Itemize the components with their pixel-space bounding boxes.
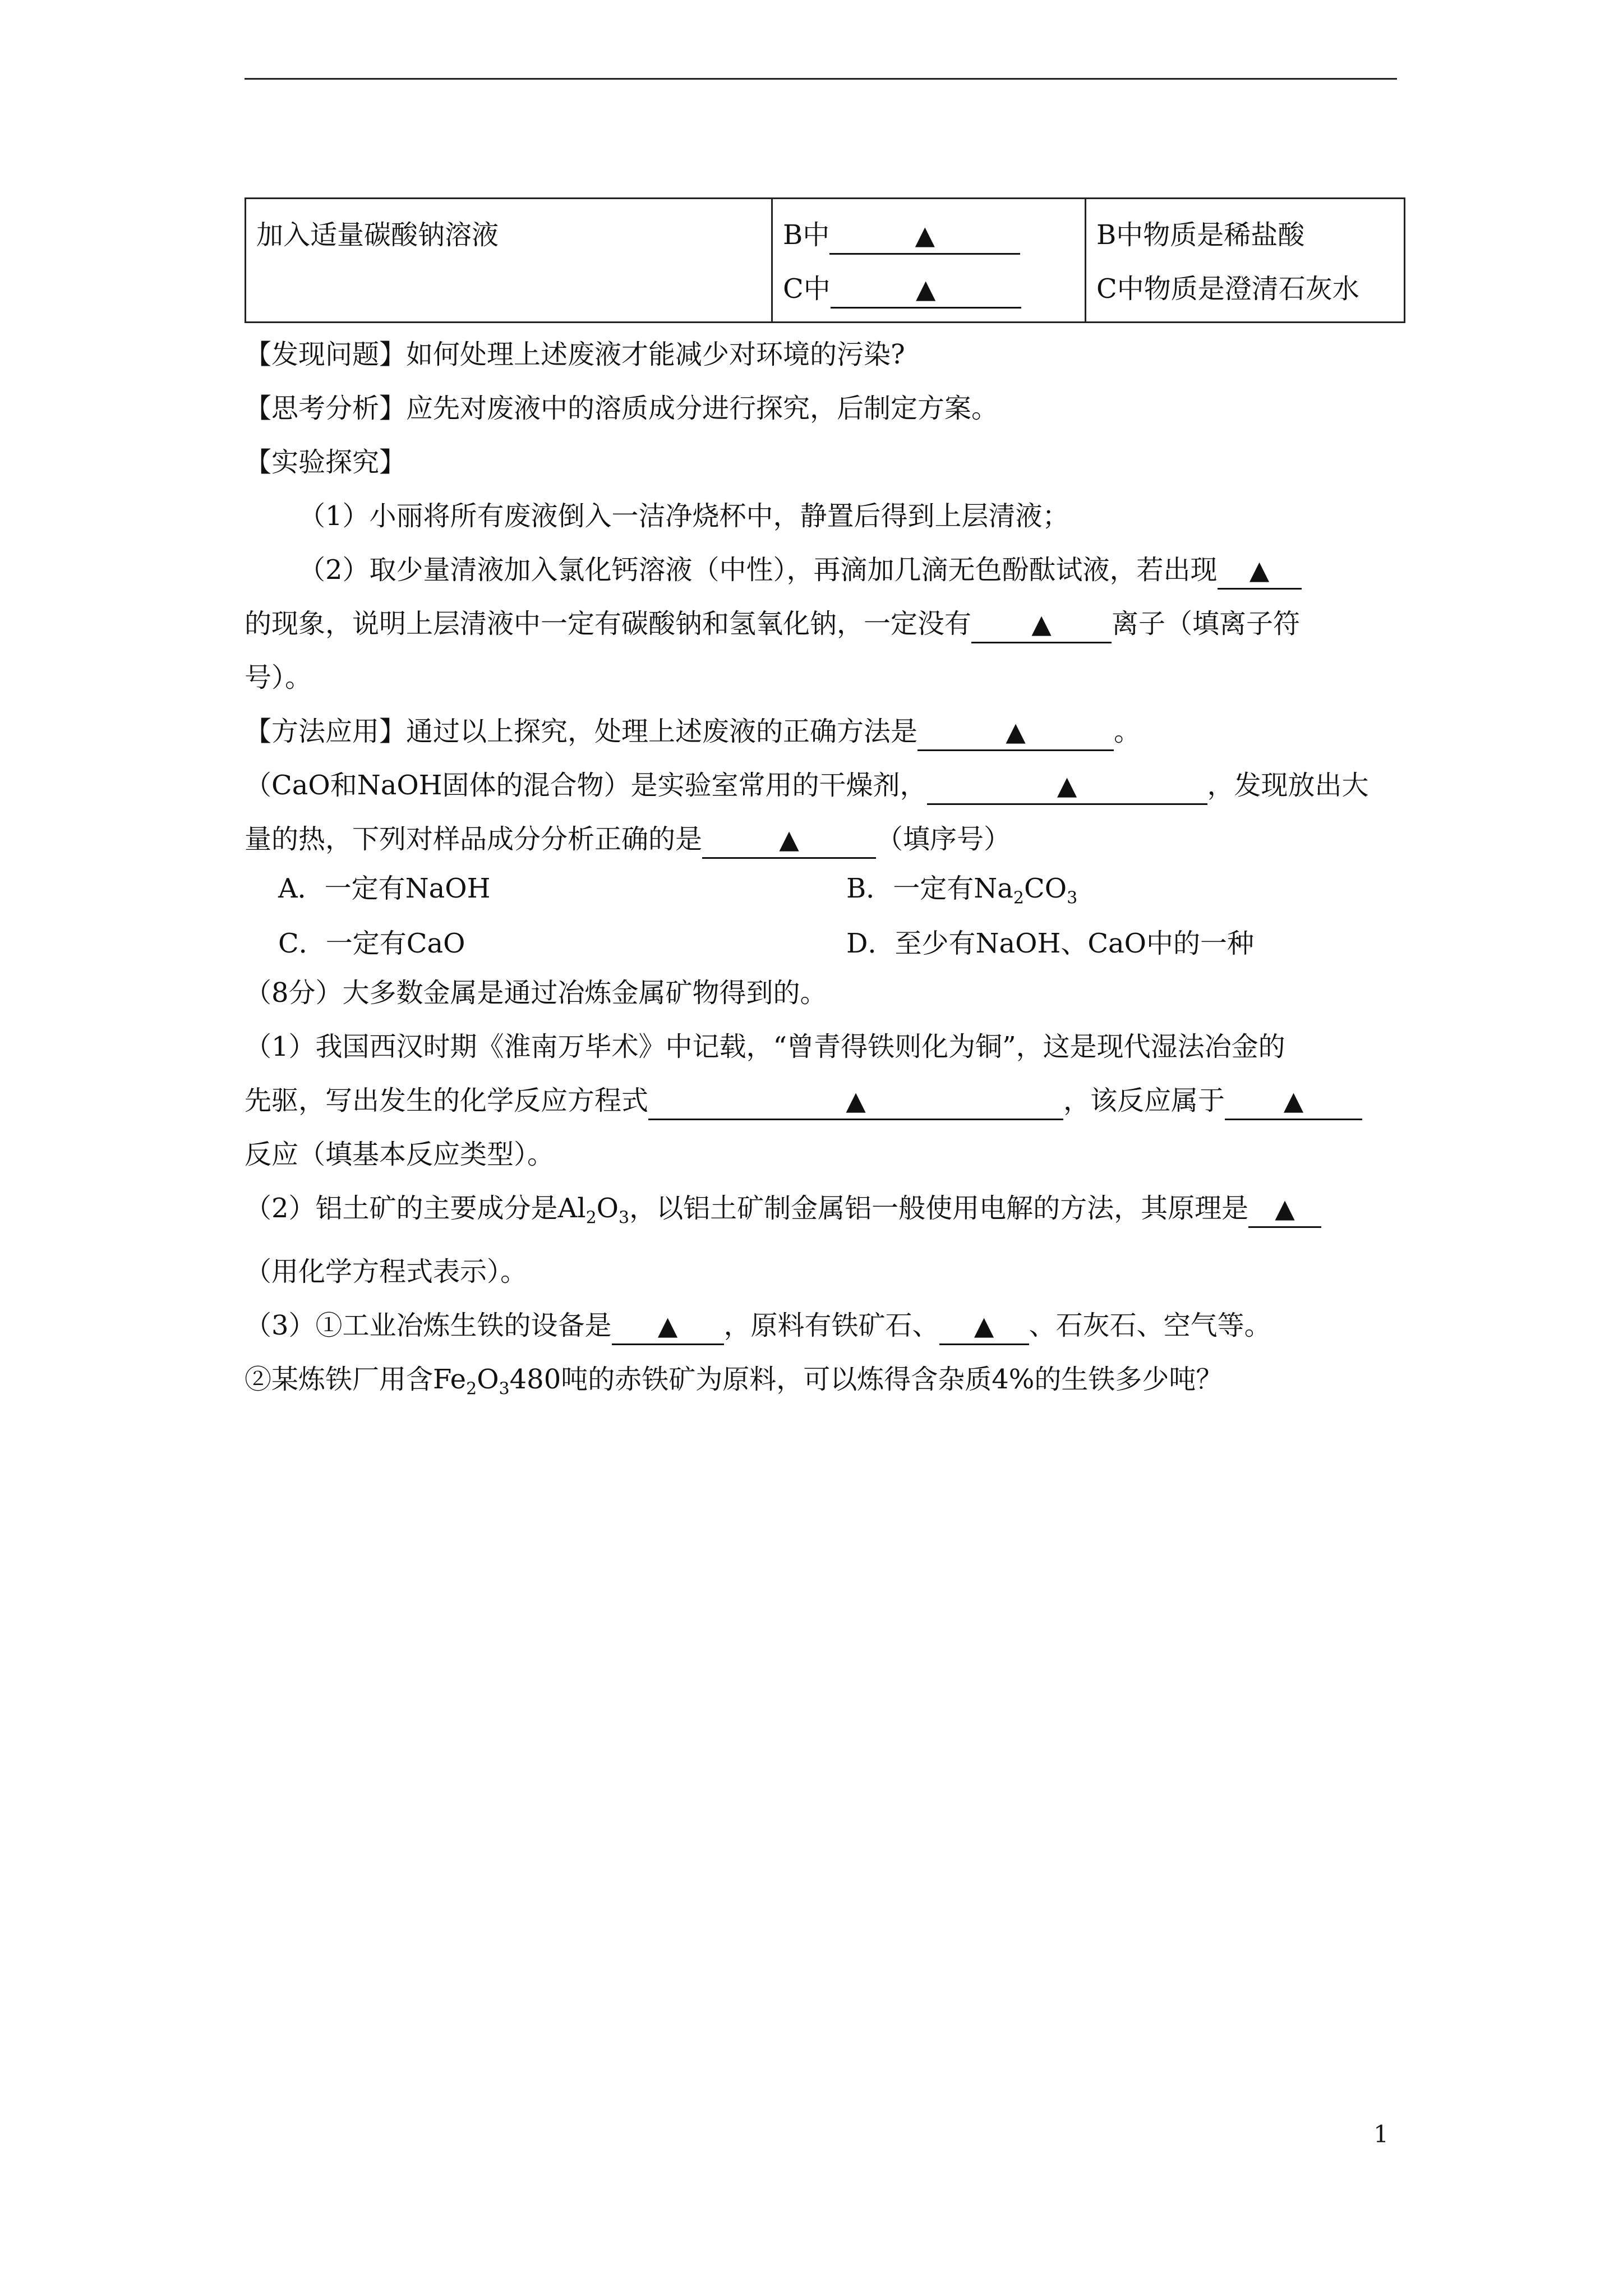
desiccant-line-2 — [245, 812, 1405, 866]
q2-text-b: ，以铝土矿制金属铝一般使用电解的方法，其原理是 — [629, 1192, 1249, 1224]
answer-blank[interactable] — [612, 1308, 724, 1345]
triangle-mark: ▲ — [1057, 770, 1077, 800]
find-problem-paragraph: 【发现问题】如何处理上述废液才能减少对环境的污染? — [245, 339, 905, 370]
answer-blank[interactable] — [917, 714, 1114, 751]
conclusion-c: C中物质是澄清石灰水 — [1096, 273, 1359, 305]
phenomenon-c-label: C中 — [783, 273, 831, 305]
question-1-line-2 — [245, 1074, 1405, 1128]
triangle-mark: ▲ — [1249, 555, 1270, 585]
q3-text-a: （3）①工业冶炼生铁的设备是 — [245, 1310, 612, 1342]
answer-blank[interactable] — [1218, 552, 1302, 590]
question-1-line-3: 反应（填基本反应类型）。 — [245, 1138, 555, 1170]
subscript: 2 — [585, 1208, 597, 1228]
q1-text-c: ，该反应属于 — [1063, 1084, 1225, 1116]
method-text: 【方法应用】通过以上探究，处理上述废液的正确方法是 — [245, 716, 918, 747]
experiment-step-2-line-1 — [245, 543, 1405, 597]
triangle-mark: ▲ — [779, 824, 799, 854]
table-cell-phenomena — [772, 199, 1086, 323]
desiccant-text-b: ，发现放出大 — [1207, 770, 1369, 801]
conclusion-b: B中物质是稀盐酸 — [1096, 219, 1305, 251]
question-3-line-2 — [245, 1352, 1405, 1416]
step2-text-b: 的现象，说明上层清液中一定有碳酸钠和氢氧化钠，一定没有 — [245, 608, 972, 639]
q3-text-b: ，原料有铁矿石、 — [723, 1310, 939, 1342]
triangle-mark: ▲ — [657, 1310, 678, 1341]
analysis-paragraph: 【思考分析】应先对废液中的溶质成分进行探究，后制定方案。 — [245, 393, 999, 424]
subscript: 3 — [499, 1379, 510, 1399]
subscript: 2 — [466, 1379, 477, 1399]
experiment-heading: 【实验探究】 — [245, 447, 407, 478]
triangle-mark: ▲ — [1275, 1193, 1295, 1223]
answer-blank[interactable] — [831, 271, 1021, 309]
option-b-text: B．一定有Na — [846, 873, 1013, 904]
option-d[interactable]: D．至少有NaOH、CaO中的一种 — [846, 927, 1255, 959]
table-cell-conclusion — [1086, 199, 1405, 323]
desiccant-text-a: （CaO和NaOH固体的混合物）是实验室常用的干燥剂， — [245, 770, 927, 801]
table-row — [246, 199, 1405, 323]
step2-text-c: 离子（填离子符 — [1112, 608, 1301, 639]
triangle-mark: ▲ — [846, 1085, 866, 1116]
option-b[interactable] — [837, 866, 1405, 921]
answer-blank[interactable] — [829, 217, 1020, 255]
question-2-line-2: （用化学方程式表示）。 — [245, 1256, 528, 1288]
triangle-mark: ▲ — [974, 1310, 994, 1341]
q3-formula: O — [477, 1364, 499, 1396]
step2-text-a: （2）取少量清液加入氯化钙溶液（中性），再滴加几滴无色酚酞试液，若出现 — [298, 554, 1218, 586]
triangle-mark: ▲ — [1006, 716, 1026, 747]
option-a[interactable]: A．一定有NaOH — [278, 873, 491, 904]
answer-blank[interactable] — [648, 1083, 1063, 1120]
options-row-1 — [245, 866, 1405, 921]
method-application — [245, 705, 1405, 758]
phenomenon-b-label: B中 — [783, 219, 830, 251]
q1-text-b: 先驱，写出发生的化学反应方程式 — [245, 1084, 649, 1116]
table-operation-text: 加入适量碳酸钠溶液 — [256, 219, 499, 251]
subscript: 3 — [1067, 888, 1078, 908]
options-row-2 — [245, 921, 1405, 966]
header-rule — [245, 78, 1397, 80]
question-3-line-1 — [245, 1299, 1405, 1352]
triangle-mark: ▲ — [915, 220, 935, 250]
answer-blank[interactable] — [939, 1308, 1029, 1345]
answer-blank[interactable] — [1248, 1190, 1321, 1228]
page-number: 1 — [1373, 2120, 1389, 2148]
experiment-table — [245, 197, 1405, 323]
q3-sub-text-b: 480吨的赤铁矿为原料，可以炼得含杂质4%的生铁多少吨？ — [509, 1364, 1223, 1396]
triangle-mark: ▲ — [916, 274, 936, 304]
q2-formula: O — [596, 1192, 619, 1224]
experiment-step-1: （1）小丽将所有废液倒入一洁净烧杯中，静置后得到上层清液； — [298, 500, 1069, 532]
desiccant-text-c: 量的热，下列对样品成分分析正确的是 — [245, 823, 703, 855]
question-intro: （8分）大多数金属是通过冶炼金属矿物得到的。 — [245, 977, 827, 1009]
table-cell-operation — [246, 199, 772, 323]
desiccant-text-d: （填序号） — [876, 823, 1011, 855]
phenomenon-b — [783, 208, 1075, 262]
q2-text-a: （2）铝土矿的主要成分是Al — [245, 1192, 586, 1224]
method-end: 。 — [1114, 716, 1141, 747]
question-2-line-1 — [245, 1181, 1405, 1245]
experiment-step-2-line-2 — [245, 597, 1405, 651]
phenomenon-c — [783, 262, 1075, 316]
question-1-line-1: （1）我国西汉时期《淮南万毕术》中记载，“曾青得铁则化为铜”，这是现代湿法冶金的 — [245, 1030, 1285, 1062]
experiment-step-2-line-3: 号）。 — [245, 662, 312, 693]
subscript: 3 — [619, 1208, 630, 1228]
option-c[interactable]: C．一定有CaO — [278, 927, 465, 959]
answer-blank[interactable] — [1225, 1083, 1362, 1120]
desiccant-line-1 — [245, 758, 1405, 812]
triangle-mark: ▲ — [1031, 609, 1052, 639]
triangle-mark: ▲ — [1283, 1085, 1304, 1116]
q3-sub-text-a: ②某炼铁厂用含Fe — [245, 1364, 467, 1396]
q3-text-c: 、石灰石、空气等。 — [1029, 1310, 1271, 1342]
subscript: 2 — [1013, 888, 1024, 908]
option-b-formula: CO — [1024, 873, 1067, 904]
answer-blank[interactable] — [702, 821, 876, 859]
answer-blank[interactable] — [971, 606, 1112, 643]
answer-blank[interactable] — [927, 767, 1207, 805]
document-body — [245, 197, 1405, 1416]
